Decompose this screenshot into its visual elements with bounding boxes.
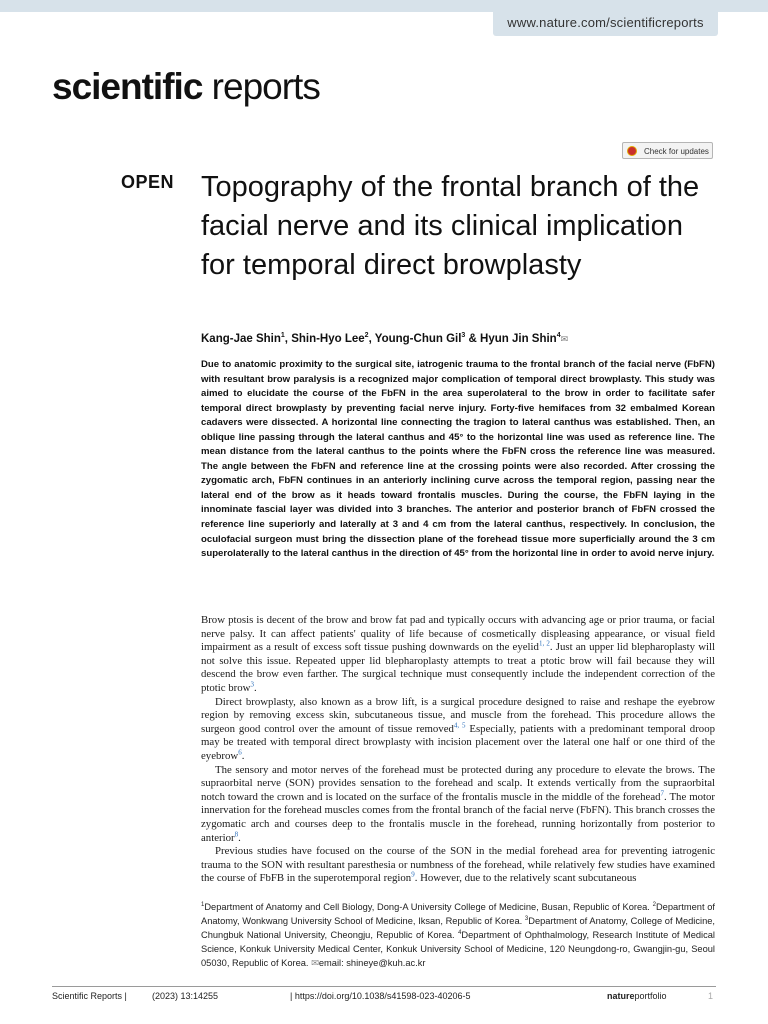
author-name[interactable]: Kang-Jae Shin — [201, 332, 281, 345]
abstract: Due to anatomic proximity to the surgical site, iatrogenic trauma to the frontal branch of the facial nerve (FbFN) with resultant brow paralysis is a recognized major complication of temporal direct browplasty. This study was aimed to elucidate the course of the FbFN in the area superolateral to the brow in order to facilitate safer temporal direct browplasty by preventing facial nerve injury. Forty-five hemifaces from 32 embalmed Korean cadavers were dissected. A horizontal line connecting the tragion to lateral canthus was established. Then, an oblique line passing through the lateral canthus and 45° to the horizontal line was used as reference line. The mean distance from the lateral canthus to the points where the FbFN cross the reference line was measured. The angle between the FbFN and reference line at the crossing points were also recorded. After crossing the zygomatic arch, FbFN continues in an anteriorly inclining curve across the temporal region, passing near the lateral end of the brow as it heads toward frontalis muscles. During the course, the FbFN laying in the innominate fascial layer was divided into 3 branches. The anterior and posterior branch of FbFN crossed the reference line superiorly and laterally at 3 and 4 cm from the lateral canthus, respectively. In conclusion, the oculofacial surgeon must bring the dissection plane of the forehead tissue more superficially around the 3 cm superolaterally to the lateral canthus in the direction of 45° from the horizontal line in order to avoid nerve injury. — [201, 359, 715, 560]
author-list — [201, 332, 711, 345]
author-name[interactable]: Young-Chun Gil — [374, 332, 462, 345]
article-body — [201, 614, 715, 886]
affiliations: $^1$Department of Anatomy and Cell Biology, Dong-A University College of Medicine, Busan, Republic of Korea. $^2$Department of Anatomy, Wonkwang University School of Medicine, Iksan, Republic of Korea. $^3$Department of Anatomy, College of Medicine, Chungbuk National University, Cheongju, Republic of Korea. $^4$Department of Ophthalmology, Research Institute of Medical Science, Konkuk University Medical Center, Konkuk University School of Medicine, 120 Neungdong-ro, Gwangjin-gu, Seoul 05030, Republic of Korea. ✉email: shineye@kuh.ac.kr — [201, 901, 715, 968]
logo-reports: reports — [202, 66, 320, 107]
body-paragraph: Direct browplasty, also known as a brow lift, is a surgical procedure designed to raise and reshape the eyebrow region by removing excess skin, subcutaneous tissue, and muscle from the forehead. This procedure allows the surgeon good control over the amount of tissue removed$^{4, 5}$ Especially, patients with a predominant temporal droop may be treated with temporal direct browplasty with incision placement over the lateral one half or one third of the eyebrow$^6$. — [201, 695, 715, 762]
citation-link[interactable]: 4, 5 — [453, 721, 466, 730]
citation-link[interactable]: 9 — [411, 870, 415, 879]
author-name[interactable]: Shin-Hyo Lee — [291, 332, 365, 345]
author-separator: , — [284, 332, 292, 345]
envelope-icon[interactable]: ✉ — [560, 333, 569, 344]
footer-divider — [52, 986, 716, 987]
corresponding-email[interactable]: email: shineye@kuh.ac.kr — [318, 958, 426, 968]
footer-journal: Scientific Reports | — [52, 991, 127, 1001]
citation-link[interactable]: 1, 2 — [538, 639, 550, 648]
open-access-label: OPEN — [121, 172, 175, 192]
check-for-updates-label: Check for updates — [644, 147, 709, 156]
author-separator: & — [465, 332, 481, 345]
check-for-updates-button[interactable] — [622, 142, 713, 159]
body-paragraph: Brow ptosis is decent of the brow and brow fat pad and typically occurs with advancing age or prior trauma, or facial nerve palsy. It can affect patients' quality of life because of cosmetically displeasing appearance, or visual field impairment as a result of excess soft tissue pushing downwards on the eyelid$^{1, 2}$. Just an upper lid blepharoplasty will not solve this issue. Repeated upper lid blepharoplasty attempts to treat a ptotic brow will fail because they will descend the brow even farther. The surgical technique must consequently include the independent correction of the ptotic brow$^3$. — [201, 614, 715, 694]
page-number: 1 — [708, 991, 714, 1001]
author-affiliation-sup: 3 — [461, 332, 466, 339]
author-affiliation-sup: 1 — [280, 332, 285, 339]
author-separator: , — [368, 332, 375, 345]
crossmark-icon — [627, 146, 637, 156]
citation-link[interactable]: 3 — [250, 680, 254, 689]
author-name[interactable]: Hyun Jin Shin — [480, 332, 557, 345]
citation-link[interactable]: 7 — [660, 789, 665, 798]
publisher-logo: natureportfolio — [607, 991, 667, 1001]
journal-url-link[interactable]: www.nature.com/scientificreports — [493, 10, 718, 36]
body-paragraph: Previous studies have focused on the course of the SON in the medial forehead area for preventing iatrogenic trauma to the SON with resultant paresthesia or numbness of the forehead, while relatively few studies have examined the course of FbFB in the superotemporal region$^9$. However, due to the relatively scant subcutaneous — [201, 845, 715, 885]
envelope-icon: ✉ — [311, 958, 319, 968]
author-affiliation-sup: 4 — [556, 332, 561, 339]
article-title: Topography of the frontal branch of the facial nerve and its clinical implication for temporal direct browplasty — [201, 171, 700, 281]
logo-scientific: scientific — [52, 66, 203, 107]
footer-doi-link[interactable]: | https://doi.org/10.1038/s41598-023-40206-5 — [290, 991, 471, 1001]
body-paragraph: The sensory and motor nerves of the forehead must be protected during any procedure to elevate the brows. The supraorbital nerve (SON) provides sensation to the forehead and scalp. It extends vertically from the supraorbital notch toward the crown and is located on the surface of the frontalis muscle in the middle of the forehead$^7$. The motor innervation for the forehead muscles comes from the frontal branch of the facial nerve (FbFN). This branch crosses the zygomatic arch and courses deep to the frontalis muscle in the forehead, running horizontally from posterior to anterior$^8$. — [201, 763, 715, 844]
journal-logo[interactable] — [52, 64, 320, 110]
citation-link[interactable]: 6 — [238, 748, 242, 757]
author-affiliation-sup: 2 — [364, 332, 369, 339]
footer-volume: (2023) 13:14255 — [152, 991, 219, 1001]
citation-link[interactable]: 8 — [234, 829, 239, 838]
